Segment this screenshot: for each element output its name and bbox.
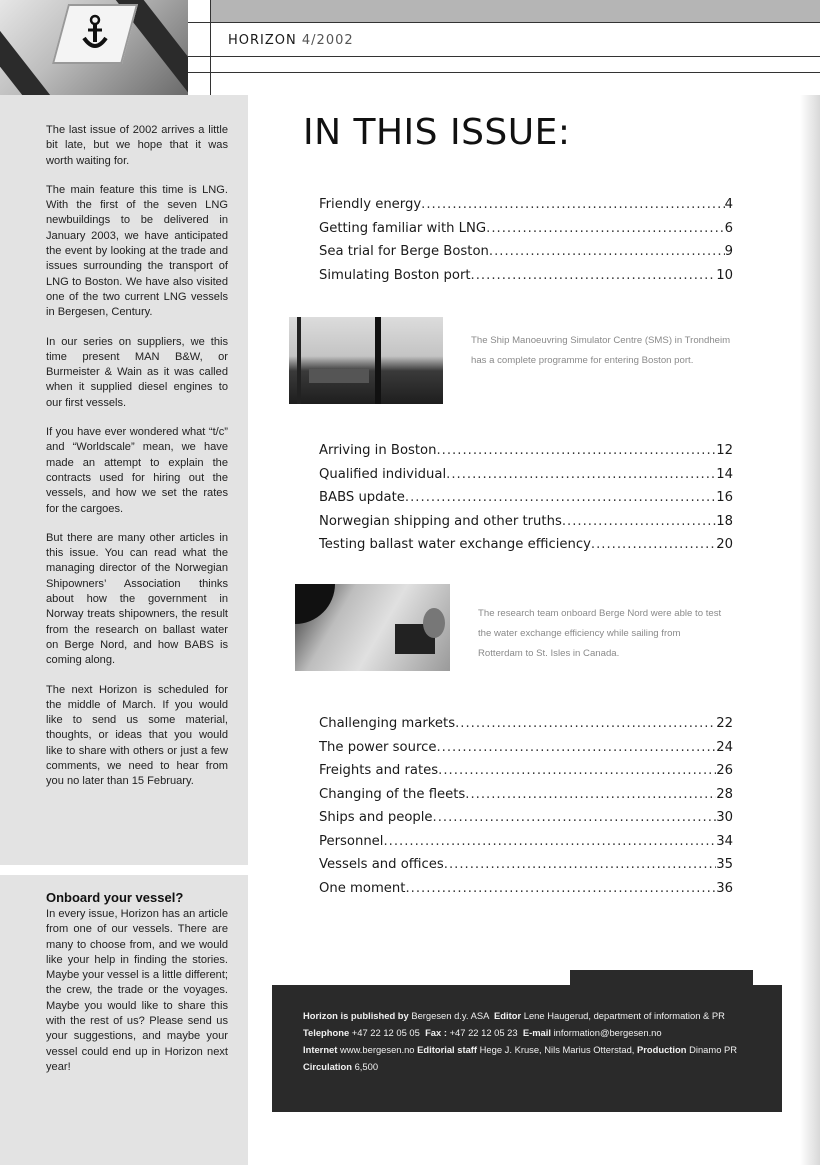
toc-item[interactable] <box>319 490 733 514</box>
dot-leader <box>383 834 716 849</box>
toc-item-page: 16 <box>716 490 733 505</box>
dot-leader <box>489 244 725 259</box>
intro-text <box>46 123 228 804</box>
toc-item[interactable] <box>319 763 733 787</box>
toc-item-title: Testing ballast water exchange efficiency <box>319 537 591 552</box>
dot-leader <box>562 514 716 529</box>
toc-item[interactable] <box>319 514 733 538</box>
footer-tab <box>570 970 753 986</box>
toc-item-title: Ships and people <box>319 810 433 825</box>
toc-item[interactable] <box>319 834 733 858</box>
dot-leader <box>438 763 716 778</box>
toc-item-title: The power source <box>319 739 437 755</box>
imprint-box <box>272 985 782 1112</box>
toc-item[interactable] <box>319 244 733 268</box>
toc-item-page: 35 <box>716 857 733 872</box>
toc-group <box>319 197 733 291</box>
dot-leader <box>455 716 716 731</box>
dot-leader <box>405 490 716 505</box>
dot-leader <box>444 857 716 872</box>
imprint-label: E-mail <box>522 1027 551 1038</box>
website-link[interactable]: www.bergesen.no <box>340 1044 415 1055</box>
toc-item-page: 9 <box>724 244 733 259</box>
simulator-photo <box>289 317 443 404</box>
toc-item-page: 4 <box>724 197 733 212</box>
intro-paragraph: If you have ever wondered what “t/c” and “Worldscale” mean, we have made an attempt to explain the contracts used for hiring out the vessels, and how we set the rates for the cargoes. <box>46 426 228 515</box>
toc-item-page: 10 <box>716 267 733 283</box>
toc-item-title: Sea trial for Berge Boston <box>319 244 489 259</box>
imprint-line <box>303 1007 782 1024</box>
toc-item-title: One moment <box>319 880 406 896</box>
imprint-label: Production <box>637 1044 687 1055</box>
imprint-label: Circulation <box>303 1061 352 1072</box>
toc-item-page: 12 <box>716 443 733 458</box>
caption-line: The Ship Manoeuvring Simulator Centre (SMS) in Trondheim <box>471 335 731 346</box>
imprint-label: Telephone <box>303 1027 350 1038</box>
dot-leader <box>486 221 724 236</box>
dot-leader <box>591 537 716 552</box>
toc-item[interactable] <box>319 467 733 491</box>
photo-caption <box>471 331 730 371</box>
onboard-heading: Onboard your vessel? <box>46 890 184 905</box>
toc-item-title: Getting familiar with LNG <box>319 220 487 236</box>
imprint-line <box>303 1041 782 1058</box>
imprint-label: Fax : <box>425 1027 447 1038</box>
toc-item[interactable] <box>319 197 733 221</box>
dot-leader <box>465 787 716 802</box>
imprint-value: +47 22 12 05 23 <box>449 1027 518 1038</box>
toc-item-title: Freights and rates <box>319 763 439 778</box>
photo-caption <box>478 604 721 664</box>
toc-item[interactable] <box>319 443 733 467</box>
caption-line: the water exchange efficiency while sailing from <box>478 628 681 639</box>
header-divider <box>210 0 211 95</box>
intro-paragraph: The main feature this time is LNG. With the first of the seven LNG newbuildings to be delivered in January 2003, we have anticipated the event by looking at the trade and issues surrounding the transport of LNG to Boston. We have also visited one of the two current LNG vessels in Bergesen, Century. <box>46 183 228 319</box>
imprint-value: Dinamo PR <box>689 1044 738 1055</box>
toc-item-page: 30 <box>716 810 733 825</box>
toc-item[interactable] <box>319 857 733 881</box>
issue-label <box>228 33 354 48</box>
caption-line: has a complete programme for entering Boston port. <box>471 355 694 366</box>
imprint-label: Editorial staff <box>417 1044 478 1055</box>
logo-image <box>0 0 188 95</box>
dot-leader <box>446 467 716 482</box>
toc-item-page: 18 <box>716 513 733 529</box>
company-emblem-icon <box>52 4 138 64</box>
toc-item-title: Personnel <box>319 833 384 849</box>
imprint-value: 6,500 <box>354 1061 379 1072</box>
dot-leader <box>433 810 717 825</box>
imprint-line <box>303 1058 782 1075</box>
research-team-photo <box>295 584 450 671</box>
toc-item-page: 20 <box>716 537 733 552</box>
header-rule <box>188 72 820 73</box>
issue-number: 4/2002 <box>301 33 354 48</box>
toc-item-page: 26 <box>716 763 733 778</box>
toc-item[interactable] <box>319 810 733 834</box>
toc-item[interactable] <box>319 537 733 561</box>
imprint-label: Editor <box>494 1010 522 1021</box>
dot-leader <box>436 740 716 755</box>
onboard-text: In every issue, Horizon has an article from one of our vessels. There are many to choose from, and we would like your help in finding the stories. Maybe your vessel is a little different; the crew, the trade or the voyages. Maybe you would like to share this with the rest of us? Please send us your suggestions, and maybe your vessel could end up in Horizon next year! <box>46 908 228 1073</box>
dot-leader <box>436 443 716 458</box>
toc-item-page: 22 <box>716 716 733 731</box>
toc-item-title: Challenging markets <box>319 716 456 731</box>
header-grey-bar <box>210 0 820 22</box>
intro-paragraph: The last issue of 2002 arrives a little bit late, but we hope that it was worth waiting for. <box>46 124 228 167</box>
toc-item-page: 24 <box>716 739 733 755</box>
toc-item[interactable] <box>319 787 733 811</box>
toc-item[interactable] <box>319 716 733 740</box>
dot-leader <box>471 268 717 283</box>
header-rule <box>188 56 820 57</box>
caption-line: Rotterdam to St. Isles in Canada. <box>478 648 620 659</box>
imprint-value: Lene Haugerud, department of information & PR <box>523 1010 725 1021</box>
imprint-value: +47 22 12 05 05 <box>351 1027 420 1038</box>
email-link[interactable]: information@bergesen.no <box>553 1027 662 1038</box>
page-title: IN THIS ISSUE: <box>303 112 571 153</box>
toc-item[interactable] <box>319 881 733 905</box>
imprint-value: Bergesen d.y. ASA <box>411 1010 489 1021</box>
toc-item-title: Norwegian shipping and other truths <box>319 513 562 529</box>
toc-item[interactable] <box>319 740 733 764</box>
imprint-label: Internet <box>303 1044 338 1055</box>
page-edge-shadow <box>800 95 820 1165</box>
toc-item-page: 14 <box>716 466 733 482</box>
toc-item-title: Changing of the fleets <box>319 786 466 802</box>
intro-paragraph: The next Horizon is scheduled for the middle of March. If you would like to send us some material, thoughts, or ideas that you would like to share with others or just a few comments, we need to hear from you no later than 15 February. <box>46 683 228 788</box>
toc-item-page: 34 <box>716 833 733 849</box>
toc-item-page: 36 <box>716 880 733 896</box>
imprint-label: Horizon is published by <box>303 1010 409 1021</box>
toc-item-page: 6 <box>724 220 733 236</box>
toc-item[interactable] <box>319 221 733 245</box>
intro-paragraph: But there are many other articles in this issue. You can read what the managing director of the Norwegian Shipowners’ Association thinks about how the government in Norway treats shipowners, the result from the research on ballast water on Berge Nord, and how BABS is coming along. <box>46 531 228 667</box>
imprint-value: Hege J. Kruse, Nils Marius Otterstad, <box>479 1044 635 1055</box>
toc-item-title: Vessels and offices <box>319 857 444 872</box>
header-rule <box>188 22 820 23</box>
toc-item-page: 28 <box>716 786 733 802</box>
imprint-line <box>303 1024 782 1041</box>
toc-item-title: Arriving in Boston <box>319 443 437 458</box>
toc-group <box>319 443 733 561</box>
intro-paragraph: In our series on suppliers, we this time present MAN B&W, or Burmeister & Wain as it was called when it supplied diesel engines to our first vessels. <box>46 335 228 409</box>
toc-item-title: Friendly energy <box>319 197 422 212</box>
toc-group <box>319 716 733 904</box>
toc-item[interactable] <box>319 268 733 292</box>
dot-leader <box>421 197 724 212</box>
toc-item-title: Simulating Boston port <box>319 267 471 283</box>
magazine-name: HORIZON <box>228 33 297 48</box>
toc-item-title: BABS update <box>319 490 405 505</box>
caption-line: The research team onboard Berge Nord were able to test <box>478 608 722 619</box>
dot-leader <box>405 881 716 896</box>
toc-item-title: Qualified individual <box>319 466 447 482</box>
